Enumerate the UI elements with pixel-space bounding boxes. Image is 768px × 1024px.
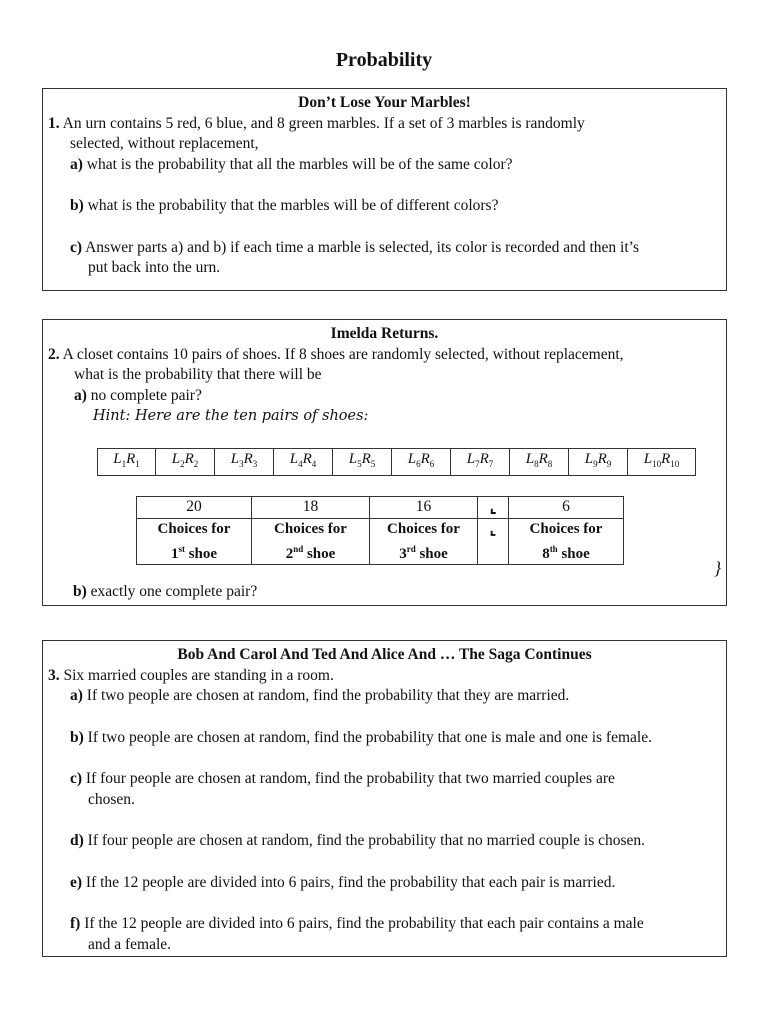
ellipsis-corner-icon: ⌞	[478, 518, 509, 564]
problem-3-part-d: d) If four people are chosen at random, find the probability that no married couple is chosen.	[70, 832, 646, 849]
shoe-pair-cell: $L_7R_7$	[451, 449, 510, 476]
problem-2-box	[42, 319, 727, 606]
shoe-pair-cell: $L_3R_3$	[215, 449, 274, 476]
problem-1-text: 1. An urn contains 5 red, 6 blue, and 8 green marbles. If a set of 3 marbles is randomly	[48, 114, 585, 132]
shoe-pair-cell: $L_4R_4$	[274, 449, 333, 476]
problem-1-part-c: c) Answer parts a) and b) if each time a marble is selected, its color is recorded and then it’s	[70, 238, 639, 256]
shoe-pair-cell: $L_2R_2$	[156, 449, 215, 476]
problem-1-title: Don’t Lose Your Marbles!	[298, 94, 471, 111]
shoe-pair-cell: $L_{10}R_{10}$	[628, 449, 696, 476]
shoe-pairs-table	[97, 448, 696, 476]
problem-1-text-cont: selected, without replacement,	[70, 135, 259, 152]
problem-1-box	[42, 88, 727, 291]
shoe-pair-cell: $L_5R_5$	[333, 449, 392, 476]
choice-count-cell: 6	[509, 497, 624, 519]
page-title: Probability	[335, 49, 433, 71]
problem-2-title: Imelda Returns.	[330, 325, 439, 342]
problem-3-box	[42, 640, 727, 957]
problem-3-part-c: c) If four people are chosen at random, find the probability that two married couples are	[70, 770, 615, 787]
choice-label-cell: Choices for 3rd shoe	[370, 518, 478, 564]
shoe-choices-table	[136, 496, 624, 565]
shoe-pair-cell: $L_6R_6$	[392, 449, 451, 476]
choice-label-cell: Choices for 8th shoe	[509, 518, 624, 564]
problem-3-number: 3.	[48, 666, 60, 684]
problem-2-number: 2.	[48, 345, 60, 363]
problem-3-part-f: f) If the 12 people are divided into 6 pairs, find the probability that each pair contains a male	[70, 915, 644, 932]
problem-1-part-a: a) what is the probability that all the marbles will be of the same color?	[70, 155, 513, 173]
problem-3-part-b: b) If two people are chosen at random, find the probability that one is male and one is female.	[70, 728, 652, 746]
shoe-pair-cell: $L_1R_1$	[98, 449, 156, 476]
problem-2-part-a: a) no complete pair?	[74, 386, 202, 404]
choice-label-cell: Choices for 1st shoe	[137, 518, 252, 564]
problem-1-part-b: b) what is the probability that the marbles will be of different colors?	[70, 197, 499, 214]
choice-label-cell: Choices for 2nd shoe	[252, 518, 370, 564]
problem-2-hint: Hint: Here are the ten pairs of shoes:	[93, 408, 369, 424]
ellipsis-corner-icon: ⌞	[478, 497, 509, 519]
problem-2-text: 2. A closet contains 10 pairs of shoes. If 8 shoes are randomly selected, without replacement,	[48, 345, 624, 363]
shoe-pair-cell: $L_9R_9$	[569, 449, 628, 476]
problem-2-text-cont: what is the probability that there will be	[74, 366, 322, 383]
problem-3-text: 3. Six married couples are standing in a room.	[48, 666, 334, 684]
problem-3-part-a: a) If two people are chosen at random, find the probability that they are married.	[70, 687, 570, 704]
problem-3-title: Bob And Carol And Ted And Alice And … The Saga Continues	[177, 646, 592, 663]
choice-count-cell: 18	[252, 497, 370, 519]
shoe-pair-cell: $L_8R_8$	[510, 449, 569, 476]
problem-3-part-e: e) If the 12 people are divided into 6 pairs, find the probability that each pair is married.	[70, 873, 616, 891]
problem-3-part-f-cont: and a female.	[88, 935, 172, 953]
problem-1-number: 1.	[48, 114, 60, 132]
choice-count-cell: 20	[137, 497, 252, 519]
brace-mark: }	[714, 558, 722, 578]
problem-2-part-b: b) exactly one complete pair?	[73, 583, 258, 600]
problem-3-part-c-cont: chosen.	[88, 790, 135, 808]
problem-1-part-c-cont: put back into the urn.	[88, 259, 221, 276]
choice-count-cell: 16	[370, 497, 478, 519]
